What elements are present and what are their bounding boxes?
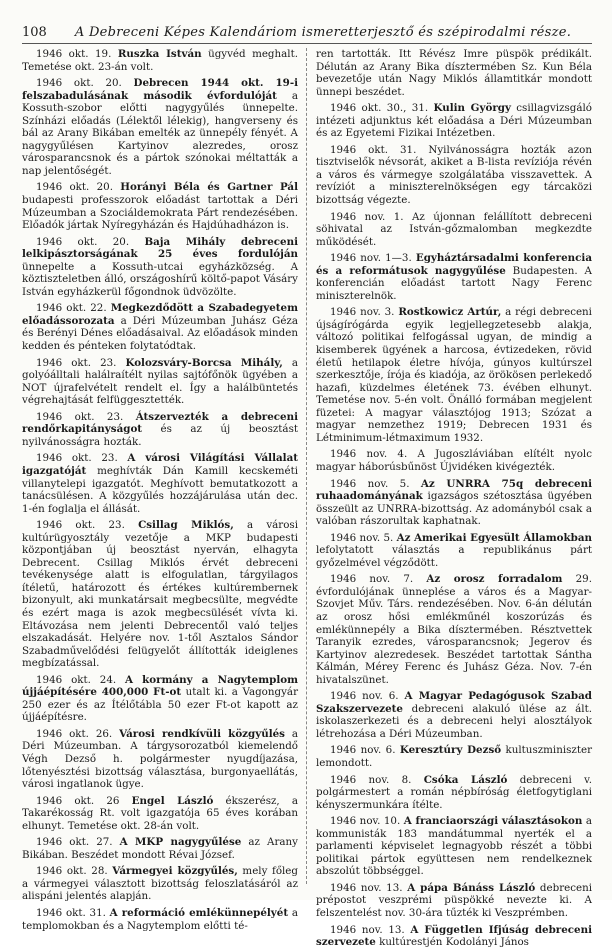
entry-highlight: Megkezdődött a Szabadegyetem előadássorozata (22, 302, 298, 327)
chronicle-entry (22, 357, 298, 407)
entry-text: ügyvéd meghalt. Temetése okt. 23-án volt. (22, 48, 299, 73)
entry-text: ünnepelte a Kossuth-utcai egyházközség. A köztiszteletben álló, országoshírű költő-papot Vásáry István egyházkerül főgondnok üdvözölte. (22, 260, 298, 298)
entry-text: a Déri Múzeumban Juhász Géza és Berényi Dénes előadásaival. Az előadások minden kedden és pénteken folytatódtak. (22, 314, 298, 353)
entry-highlight: A reformáció emlékünnepélyét (109, 907, 289, 919)
left-column (22, 48, 299, 932)
entry-highlight: A városi Világítási Vállalat igazgatóját (22, 452, 298, 477)
chronicle-entry (22, 674, 298, 724)
entry-date: 1946 nov. 10. (330, 815, 404, 828)
right-column (316, 48, 593, 949)
chronicle-entry (316, 448, 592, 473)
chronicle-entry (22, 907, 298, 932)
entry-date: 1946 nov. 3. (330, 306, 399, 319)
entry-date: 1946 nov. 5. (330, 477, 421, 490)
entry-highlight: Az Amerikai Egyesült Államokban (396, 531, 592, 544)
entry-text: csillagvizsgáló intézeti adjunktus két előadása a Déri Múzeumban és az Egyetemi Fizikai Intézetben. (316, 102, 592, 140)
entry-highlight: A MKP nagygyűlése (119, 836, 242, 849)
entry-date: 1946 nov. 7. (330, 573, 427, 586)
running-title: A Debreceni Képes Kalendáriom ismeretterjesztő és szépirodalmi része. (74, 25, 572, 40)
entry-date: 1946 nov. 1. (330, 210, 412, 223)
entry-text: az Arany Bikában. Beszédet mondott Révai József. (22, 836, 299, 861)
entry-highlight: Ruszka István (117, 48, 202, 60)
entry-text: a régi debreceni újságírógárda egyik legjellegzetesebb alakja, változó politikai felfogással ugyan, de mindig a kisemberek ügyének a harcosa, évtizedeken, rövid életű hetilapok életre hívója, gúnyos kultúrszel szerkesztője, írója és kiadója, az örökösen perlekedő hazafi, küzdelmes életének 73. évében elhunyt. Temetése nov. 5-én volt. Önálló formában megjelent füzetei: A magyar választójog 1913; Szózat a magyar nemzethez 1919; Debrecen 1931 és Létminimum-létmaximum 1932. (316, 306, 592, 444)
entry-highlight: Engel László (131, 794, 214, 807)
entry-date: 1946 okt. 20. (36, 181, 121, 194)
chronicle-entry (316, 924, 592, 949)
entry-text: mely főleg a vármegyei választott bizottság feloszlatásáról az alispáni jelentés alapján. (22, 865, 298, 903)
chronicle-entry (316, 690, 592, 740)
entry-text: debreceni alakuló ülése az ált. iskolaszerkezeti és a debreceni helyi alosztályok létrehozása a Déri Múzeumban. (316, 702, 592, 740)
entry-text: a városi kultúrügyosztály vezetője a MKP budapesti központjában új beosztást nyerván, elhagyta Debrecent. Csillag Miklós érvét debreceni tevékenysége alatt is elfogulatlan, tárgyilagos ítéletű, határozott és értékes kultúrembernek bizonyult, aki munkatársait megbecsülte, megvédte és ezért maga is azok megbecsülését vívta ki. Eltávozása nem jelenti Debrecentől való teljes elszakadását. Helyére nov. 1-től Asztalos Sándor Szabadművelődési felügyelőt állították ideiglenes megbízatással. (22, 519, 299, 670)
entry-highlight: A franciaországi választásokon (403, 815, 583, 828)
entry-text: igazságos szétosztása ügyében összeült az UNRRA-bizottság. Az adományból csak a valóban rászorultak kaphatnak. (316, 490, 592, 528)
chronicle-entry (316, 478, 592, 528)
chronicle-entry (316, 882, 592, 920)
chronicle-entry (22, 302, 298, 352)
entry-date: 1946 nov. 4. (330, 448, 418, 461)
entry-highlight: Vármegyei közgyűlés, (112, 865, 238, 878)
chronicle-entry (316, 573, 592, 686)
entry-date: 1946 okt. 23. (36, 356, 126, 369)
chronicle-entry (316, 144, 592, 207)
entry-highlight: Városi rendkívüli közgyűlés (119, 727, 285, 740)
entry-text: a golyóálltali halálraítélt nyilas sajtófőnök ügyében a NOT újrafelvételt rendelt el. Így a halálbüntetés végrehajtását felfüggesztették. (22, 356, 298, 407)
entry-highlight: Az orosz forradalom (426, 573, 563, 586)
entry-date: 1946 okt. 22. (36, 302, 111, 315)
chronicle-entry (22, 452, 298, 515)
entry-text: a Kossuth-szobor előtti nagygyűlés ünnepelte. Színházi előadás (Lélektől lélekig), hangverseny és bál az Arany Bikában emelték az ünnepély fényét. A nagygyűlésen Kartyinov alezredes, orosz városparancsnok és a pártok szónokai méltatták a nap jelentőségét. (22, 89, 298, 177)
chronicle-entry (22, 48, 298, 73)
entry-text: budapesti professzorok előadást tartottak a Déri Múzeumban a Szociáldemokrata Párt rendezésében. Előadók jártak Nyíregyházán és Hajdúhadházon is. (22, 194, 298, 232)
entry-date: 1946 nov. 13. (330, 923, 411, 936)
entry-date: 1946 okt. 28. (36, 865, 113, 878)
chronicle-entry (316, 306, 592, 444)
chronicle-entry (22, 836, 298, 861)
chronicle-entry (22, 865, 298, 903)
entry-date: 1946 okt. 26. (36, 727, 120, 740)
entry-date: 1946 nov. 5. (330, 531, 397, 544)
entry-highlight: A Független Ifjúság debreceni szervezete (316, 923, 592, 949)
chronicle-entry (22, 181, 298, 231)
entry-text: utalt ki. a Vagongyár 250 ezer és az Ítélőtábla 50 ezer Ft-ot kapott az újjáépítésre. (22, 686, 298, 724)
entry-date: 1946 okt. 23. (36, 452, 128, 465)
entry-date: 1946 okt. 23. (36, 410, 136, 423)
entry-text: Nyilvánosságra hozták azon tisztviselők névsorát, akiket a B-lista revíziója révén a város és vármegye szolgálatába visszavettek. A revíziót a miniszterelnökségen egy tárcaközi bizottság végezte. (316, 143, 593, 207)
entry-date: 1946 nov. 8. (330, 773, 424, 786)
chronicle-entry (22, 795, 298, 833)
entry-highlight: Kolozsváry-Borcsa Mihály, (125, 356, 283, 369)
entry-text: ékszerész, a Takarékosság Rt. volt igazgatója 65 éves korában elhunyt. Temetése okt. 28-án volt. (22, 794, 298, 832)
chronicle-entry (22, 411, 298, 449)
entry-highlight: Csóka László (423, 773, 508, 786)
entry-text: kultuszminiszter lemondott. (316, 744, 592, 769)
entry-date: 1946 okt. 24. (36, 673, 126, 686)
entry-date: 1946 okt. 19. (36, 48, 118, 60)
entry-text: a Déri Múzeumban. A tárgysorozatból kiemelendő Végh Dezső h. polgármester nyugdíjazása, lőtenyésztési bizottság választása, burgonyaellátás, városi ingatlanok ügye. (22, 727, 298, 791)
entry-highlight: A pápa Bánáss László (407, 881, 536, 894)
entry-text: kultúrestjén Kodolányi János (375, 936, 529, 949)
entry-text: a kommunisták 183 mandátummal nyerték el a parlamenti képviselet legnagyobb részét a többi politikai pártok együttesen nem rendelkeznek abszolút többséggel. (316, 815, 592, 878)
entry-text: meghívták Dán Kamill kecskeméti villanytelepi igazgatót. Meghívott bemutatkozott a tanácsülésen. A közgyűlés hozzájárulása után dec. 1-én foglalja el állását. (22, 464, 298, 515)
entry-date: 1946 okt. 30., 31. (330, 102, 434, 115)
entry-date: 1946 okt. 31. (36, 907, 110, 919)
entry-date: 1946 okt. 20. (36, 235, 145, 248)
entry-date: 1946 okt. 27. (36, 836, 120, 849)
entry-text: a templomokban és a Nagytemplom előtti té- (22, 907, 298, 932)
entry-text: debreceni prépostot veszprémi püspökké nevezte ki. A felszentelést nov. 30-ára tűzték ki Veszprémben. (316, 881, 593, 919)
entry-highlight: Átszervezték a debreceni rendőrkapitányságot (22, 410, 298, 436)
column-divider (306, 48, 307, 884)
entry-text: debreceni v. polgármestert a román népbíróság életfogytiglani kényszermunkára ítélte. (316, 773, 592, 811)
entry-text: 29. évfordulójának ünneplése a város és a Magyar-Szovjet Műv. Társ. rendezésében. Nov. 6-án délután az orosz hősi emlékműnél koszorúzás és emlékünnepély a Bika dísztermében. Résztvettek Taranyik ezredes, városparancsnok; Jegerov és Kartyinov alezredesek. Beszédet tartottak Sántha Kálmán, Mérey Ferenc és Juhász Géza. Nov. 7-én hivatalszünet. (316, 573, 592, 686)
chronicle-entry (316, 48, 592, 98)
entry-highlight: Kulin György (433, 102, 511, 115)
entry-highlight: Horányi Béla és Gartner Pál (120, 181, 298, 194)
entry-date: 1946 okt. 31. (330, 143, 429, 156)
entry-highlight: A kormány a Nagytemplom újjáépítésére 400,000 Ft-ot (22, 673, 298, 699)
entry-text: lefolytatott választás a republikánus párt győzelmével végződött. (316, 544, 592, 569)
entry-highlight: A Magyar Pedagógusok Szabad Szakszervezete (316, 690, 592, 715)
chronicle-entry (22, 728, 298, 791)
entry-highlight: Debrecen 1944 okt. 19-i felszabadulásának második évfordulóját (22, 77, 299, 102)
chronicle-entry (316, 774, 592, 812)
entry-highlight: Baja Mihály debreceni lelkipásztorságának 25 éves fordulóján (22, 235, 299, 261)
entry-text: Budapesten. A konferencián előadást tartott Nagy Ferenc miniszterelnök. (316, 264, 592, 302)
entry-date: 1946 nov. 6. (330, 744, 400, 757)
entry-highlight: Csillag Miklós, (138, 519, 234, 532)
entry-date: 1946 nov. 1—3. (330, 252, 416, 265)
entry-date: 1946 okt. 26 (36, 794, 132, 807)
entry-date: 1946 okt. 23. (36, 519, 139, 532)
entry-highlight: Egyháztársadalmi konferencia és a reformátusok nagygyűlése (316, 252, 592, 277)
entry-date: 1946 nov. 6. (330, 690, 405, 703)
entry-text: Az újonnan felállított debreceni söhivatal az István-gőzmalomban megkezdte működését. (316, 210, 592, 248)
chronicle-entry (22, 519, 298, 670)
entry-date: 1946 okt. 20. (36, 77, 134, 90)
chronicle-entry (316, 102, 592, 140)
running-header (22, 18, 592, 44)
entry-text: és az új beosztást nyilvánosságra hozták. (22, 423, 298, 448)
entry-text: ren tartották. Itt Révész Imre püspök prédikált. Délután az Arany Bika dísztermében Sz. Kun Béla bevezetője után Nagy Miklós államtitkár mondott ünnepi beszédet. (316, 48, 592, 98)
chronicle-entry (316, 815, 592, 878)
chronicle-entry (22, 236, 298, 299)
chronicle-entry (316, 252, 592, 302)
chronicle-entry (22, 77, 298, 177)
entry-date: 1946 nov. 13. (330, 881, 408, 894)
entry-text: A Jugoszláviában elítélt nyolc magyar háborúsbűnöst Újvidéken kivégezték. (316, 448, 592, 473)
entry-highlight: Rostkowicz Artúr, (398, 306, 502, 319)
entry-highlight: Az UNRRA 75q debreceni ruhaadományának (316, 477, 592, 503)
chronicle-entry (316, 211, 592, 249)
chronicle-entry (316, 744, 592, 769)
chronicle-entry (316, 532, 592, 570)
entry-highlight: Keresztúry Dezső (399, 744, 502, 757)
page-number: 108 (22, 25, 47, 40)
